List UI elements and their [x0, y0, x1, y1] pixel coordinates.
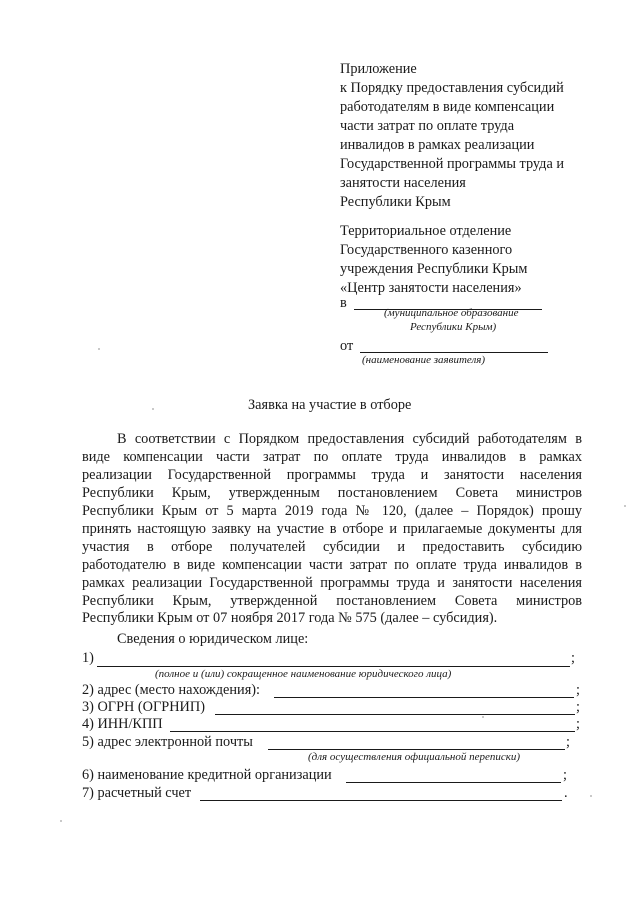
account-field-line[interactable] — [200, 800, 562, 801]
addressee-line: Государственного казенного — [340, 242, 513, 258]
address-field-line[interactable] — [274, 697, 574, 698]
field-1-prefix: 1) — [82, 650, 94, 666]
section-heading: Сведения о юридическом лице: — [117, 631, 309, 647]
email-caption: (для осуществления официальной переписки) — [308, 751, 521, 763]
paragraph-line: Республики Крым, утвержденным постановлением Совета министров — [82, 485, 582, 501]
scan-speck — [98, 348, 100, 350]
addressee-line: Территориальное отделение — [340, 223, 512, 239]
field-1-end: ; — [571, 650, 575, 666]
scan-speck — [590, 795, 592, 797]
paragraph-line: участия в отборе получателей субсидии и предоставить субсидию — [82, 539, 582, 555]
email-field-line[interactable] — [268, 749, 565, 750]
in-prefix: в — [340, 295, 347, 311]
paragraph-line: работодателю в виде компенсации части затрат по оплате труда инвалидов в — [82, 557, 582, 573]
appendix-line: к Порядку предоставления субсидий — [340, 80, 564, 96]
scan-speck — [482, 716, 484, 718]
bank-label: 6) наименование кредитной организации — [82, 767, 332, 783]
municipality-caption: (муниципальное образование — [384, 307, 519, 319]
municipality-caption: Республики Крым) — [410, 321, 497, 333]
document-title: Заявка на участие в отборе — [248, 397, 412, 413]
field-5-end: ; — [566, 734, 570, 750]
scan-speck — [152, 408, 154, 410]
appendix-line: занятости населения — [340, 175, 466, 191]
ogrn-field-line[interactable] — [215, 714, 575, 715]
appendix-line: Приложение — [340, 61, 417, 77]
inn-kpp-label: 4) ИНН/КПП — [82, 716, 163, 732]
appendix-line: Республики Крым — [340, 194, 451, 210]
entity-name-field-line[interactable] — [97, 666, 570, 667]
paragraph-line: Республики Крым от 07 ноября 2017 года № 575 (далее – субсидия). — [82, 610, 498, 626]
ogrn-label: 3) ОГРН (ОГРНИП) — [82, 699, 205, 715]
from-prefix: от — [340, 338, 354, 354]
appendix-line: части затрат по оплате труда — [340, 118, 515, 134]
field-4-end: ; — [576, 716, 580, 732]
address-label: 2) адрес (место нахождения): — [82, 682, 261, 698]
scan-speck — [624, 505, 626, 507]
paragraph-line: виде компенсации части затрат по оплате труда инвалидов в рамках — [82, 449, 582, 465]
addressee-line: учреждения Республики Крым — [340, 261, 528, 277]
paragraph-line: реализации Государственной программы труда и занятости населения — [82, 467, 582, 483]
inn-kpp-field-line[interactable] — [170, 731, 575, 732]
appendix-line: Государственной программы труда и — [340, 156, 565, 172]
paragraph-line: Республики Крым от 5 марта 2019 года № 120, (далее – Порядок) прошу — [82, 503, 582, 519]
field-6-end: ; — [563, 767, 567, 783]
appendix-line: инвалидов в рамках реализации — [340, 137, 535, 153]
entity-name-caption: (полное и (или) сокращенное наименование юридического лица) — [155, 668, 452, 680]
field-7-end: . — [564, 785, 568, 801]
appendix-line: работодателям в виде компенсации — [340, 99, 555, 115]
account-label: 7) расчетный счет — [82, 785, 192, 801]
bank-field-line[interactable] — [346, 782, 561, 783]
paragraph-line: принять настоящую заявку на участие в отборе и прилагаемые документы для — [82, 521, 582, 537]
applicant-caption: (наименование заявителя) — [362, 354, 486, 366]
paragraph-line: рамках реализации Государственной программы труда и занятости населения — [82, 575, 582, 591]
field-3-end: ; — [576, 699, 580, 715]
scan-speck — [60, 820, 62, 822]
email-label: 5) адрес электронной почты — [82, 734, 253, 750]
addressee-line: «Центр занятости населения» — [340, 280, 522, 296]
paragraph-line: В соответствии с Порядком предоставления субсидий работодателям в — [117, 431, 582, 447]
paragraph-line: Республики Крым, утвержденной постановлением Совета министров — [82, 593, 582, 609]
field-2-end: ; — [576, 682, 580, 698]
applicant-field-line[interactable] — [360, 352, 548, 353]
